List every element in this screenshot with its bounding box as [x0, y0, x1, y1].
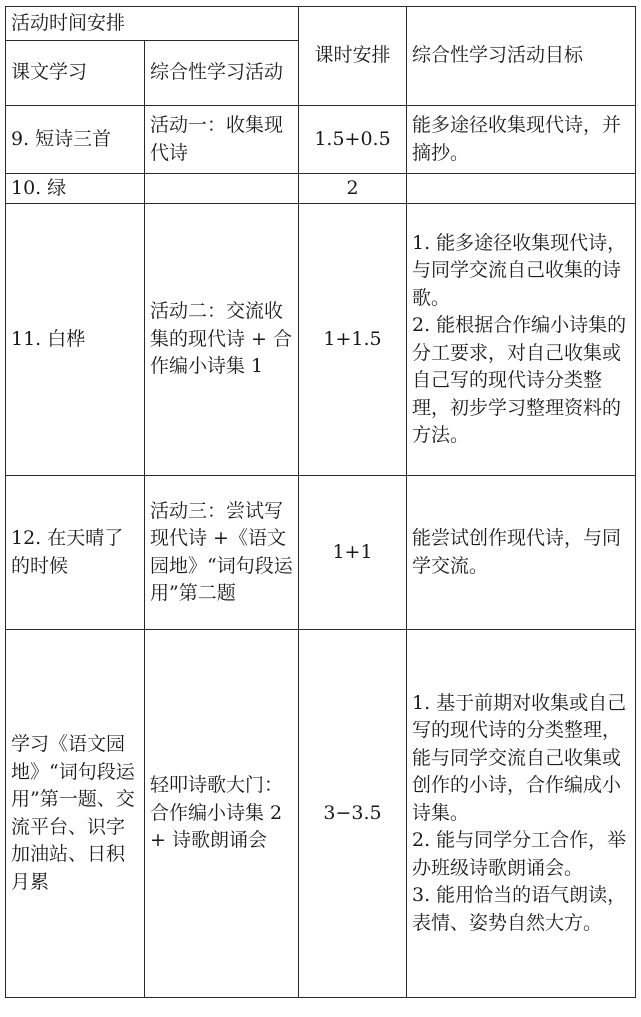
table-row: [6, 630, 636, 998]
header-lesson-study: 课文学习: [6, 41, 145, 106]
goal-item: 能多途径收集现代诗，并摘抄。: [412, 114, 622, 164]
goal-cell: [407, 476, 636, 630]
activity-cell: 活动三：尝试写现代诗 +《语文园地》“词句段运用”第二题: [145, 476, 299, 630]
table-row: [6, 476, 636, 630]
goal-cell: [407, 630, 636, 998]
goal-item: 2. 能根据合作编小诗集的分工要求，对自己收集或自己写的现代诗分类整理，初步学习整理资料的方法。: [412, 314, 627, 446]
lesson-cell: 9. 短诗三首: [6, 106, 145, 174]
goal-cell: [407, 204, 636, 476]
hours-cell: 1.5+0.5: [299, 106, 407, 174]
activity-schedule-table: [5, 6, 636, 998]
activity-cell: [145, 174, 299, 204]
lesson-cell: 11. 白桦: [6, 204, 145, 476]
hours-cell: 3−3.5: [299, 630, 407, 998]
activity-cell: 轻叩诗歌大门：合作编小诗集 2+ 诗歌朗诵会: [145, 630, 299, 998]
table-row: [6, 106, 636, 174]
table-row: [6, 204, 636, 476]
goal-cell: [407, 106, 636, 174]
goal-item: 1. 基于前期对收集或自己写的现代诗的分类整理，能与同学交流自己收集或创作的小诗，合作编成小诗集。: [412, 691, 627, 824]
header-activity-goal: 综合性学习活动目标: [407, 7, 636, 106]
header-activity-time-arrangement: 活动时间安排: [6, 7, 299, 41]
table-row: [6, 174, 636, 204]
goal-cell: [407, 174, 636, 204]
hours-cell: 2: [299, 174, 407, 204]
goal-item: 3. 能用恰当的语气朗读，表情、姿势自然大方。: [412, 884, 627, 934]
lesson-cell: 12. 在天晴了的时候: [6, 476, 145, 630]
header-class-hours: 课时安排: [299, 7, 407, 106]
goal-item: 能尝试创作现代诗，与同学交流。: [412, 527, 622, 577]
hours-cell: 1+1: [299, 476, 407, 630]
activity-cell: 活动二：交流收集的现代诗 + 合作编小诗集 1: [145, 204, 299, 476]
activity-cell: 活动一：收集现代诗: [145, 106, 299, 174]
goal-item: 2. 能与同学分工合作，举办班级诗歌朗诵会。: [412, 829, 627, 879]
goal-item: 1. 能多途径收集现代诗，与同学交流自己收集的诗歌。: [412, 231, 627, 309]
hours-cell: 1+1.5: [299, 204, 407, 476]
lesson-cell: 10. 绿: [6, 174, 145, 204]
lesson-cell: 学习《语文园地》“词句段运用”第一题、交流平台、识字加油站、日积月累: [6, 630, 145, 998]
header-comprehensive-activity: 综合性学习活动: [145, 41, 299, 106]
